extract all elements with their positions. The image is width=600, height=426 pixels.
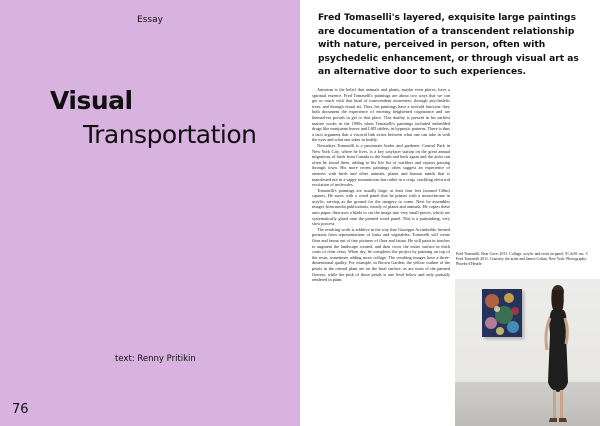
- painting-pattern-icon: [482, 289, 522, 337]
- painting-artwork: [482, 289, 522, 337]
- photo-caption: Fred Tomaselli, Bear Cave, 2011. Collage, acrylic and resin on panel, 91.4x91 cm. © Fred Tomaselli 2011. Courtesy the artist and James Cohan, New York. Photography: Phoebe d'Heurle: [456, 252, 589, 267]
- author-credit: text: Renny Pritikin: [115, 354, 196, 364]
- body-paragraph: The resulting work is additive in the way that Giuseppe Arcimboldo formed portraits from representations of fruits and vegetables. Tomaselli will create flora and fauna out of tiny pictures of flora and fauna. He will paint in touches to augment the landscape created, and then cover the entire surface in thick coats of clear resin. When dry, he completes the project by painting on top of the resin, sometimes adding more collage. The resulting images have a three-dimensional quality. For example, in Brown Garden, the yellow outline of the petals in the central plant are on the final surface, as are most of the painted flowers, while the pink of those petals is one level below and only partially rendered in paint.: [312, 226, 450, 283]
- right-page: [300, 0, 600, 426]
- section-label: Essay: [137, 15, 163, 25]
- gallery-floor: [455, 382, 600, 426]
- title-line-2: Transportation: [83, 120, 257, 149]
- deck-text: Fred Tomaselli's layered, exquisite large paintings are documentation of a transcendent relationship with nature, perceived in person, often with psychedelic enhancement, or through visual art as an alternative door to such experiences.: [318, 13, 579, 78]
- body-paragraph: Nowadays Tomaselli is a passionate birder and gardener. Central Park in New York City, where he lives, is a key wayfarer station on the great annual migrations of birds from Canada to the South and back again and the artist can often be found there, adding to his life list of warblers and raptors passing through town. His more recent paintings often suggest an experience of oneness with birds and other animals, plants and human minds that is manifested not in a sappy romanticism but rather in a crisp, crackling electrical excitation of molecules.: [312, 142, 450, 188]
- body-paragraph: Tomaselli's paintings are usually large, at least four feet (around 120m) squares. He starts with a wood panel that he primes with a monochrome in acrylic, serving as the ground for the imagery to come. Next he assembles images from media publications, mostly of plants and animals. He copies these onto paper, then uses a blade to cut the image into very small pieces, which are systematically glued onto the painted wood panel. This is a painstaking, very slow process.: [312, 187, 450, 227]
- body-text: [312, 87, 450, 419]
- page-number: 76: [12, 402, 29, 417]
- body-paragraph: Animism is the belief that animals and plants, maybe even places, have a spiritual essence. Fred Tomaselli's paintings are about two ways that we can get in touch with that kind of transcendent awareness: through psychedelic trees, and through visual art. Thus, his paintings have a twofold function: they both document the experience of entering heightened cognizance and are themselves portals to get to that place. This duality is present in his earliest mature works in the 1990s when Tomaselli's paintings included embedded drugs like marijuana leaves and LSD tablets, in hypnotic patterns. There is thus a tacit argument that a visceral link exists between what one can take in with the eyes and what one takes in bodily.: [312, 87, 450, 143]
- woman-figure-icon: [538, 282, 578, 426]
- title-line-1: Visual: [50, 86, 133, 115]
- gallery-photo: [455, 279, 600, 426]
